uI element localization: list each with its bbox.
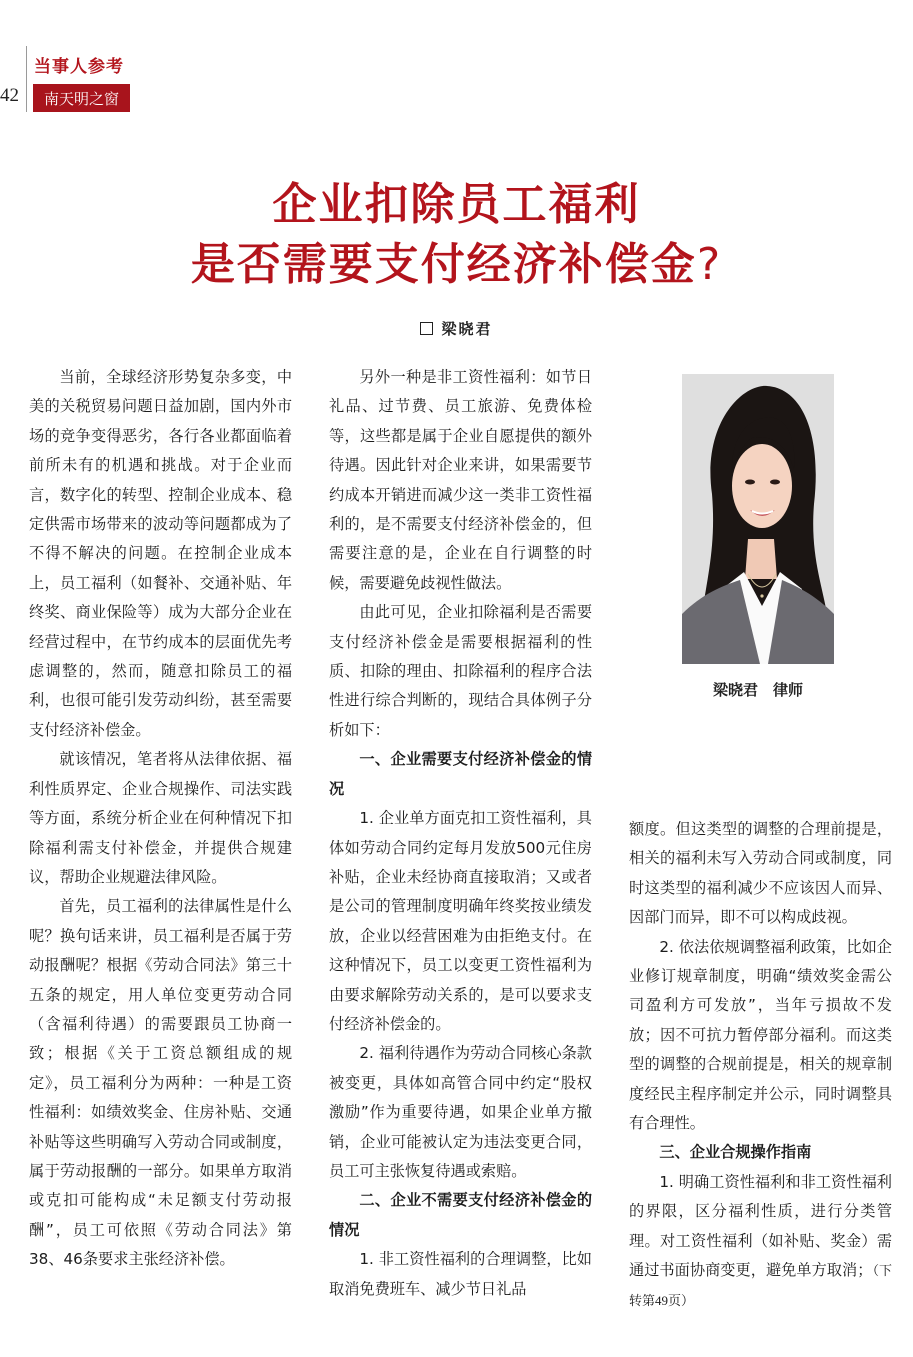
section-heading: 三、企业合规操作指南 xyxy=(659,1143,812,1162)
article-title-line1: 企业扣除员工福利 xyxy=(272,179,641,230)
article-title-line2-text: 是否需要支付经济补偿金 xyxy=(190,239,697,290)
paragraph: 当前，全球经济形势复杂多变，中美的关税贸易问题日益加剧，国内外市场的竞争变得恶劣，各行各业都面临着前所未有的机遇和挑战。对于企业而言，数字化的转型、控制企业成本、稳定供需市场带来的波动等问题都成为了不得不解决的问题。在控制企业成本上，员工福利（如餐补、交通补贴、年终奖、商业保险等）成为大部分企业在经营过程中，在节约成本的层面优先考虑调整的，然而，随意扣除员工的福利，也很可能引发劳动纠纷，甚至需要支付经济补偿金。 xyxy=(29,368,292,739)
paragraph: 额度。但这类型的调整的合理前提是，相关的福利未写入劳动合同或制度，同时这类型的福利减少不应该因人而异、因部门而异，即不可以构成歧视。 xyxy=(629,820,892,927)
photo-caption: 梁晓君 律师 xyxy=(712,681,803,699)
paragraph: 2. 福利待遇作为劳动合同核心条款被变更，具体如高管合同中约定“股权激励”作为重要待遇，如果企业单方撤销，企业可能被认定为违法变更合同，员工可主张恢复待遇或索赔。 xyxy=(329,1044,592,1180)
header-divider xyxy=(26,46,27,112)
paragraph: 1. 非工资性福利的合理调整，比如取消免费班车、减少节日礼品 xyxy=(329,1250,592,1298)
author-name: 梁晓君 xyxy=(441,320,493,338)
section-name: 当事人参考 xyxy=(34,57,124,77)
title-question-mark: ? xyxy=(696,239,723,290)
page-number: 42 xyxy=(0,85,19,106)
paragraph: 首先，员工福利的法律属性是什么呢？换句话来讲，员工福利是否属于劳动报酬呢？根据《劳动合同法》第三十五条的规定，用人单位变更劳动合同（含福利待遇）的需要跟员工协商一致；根据《关于工资总额组成的规定》，员工福利分为两种：一种是工资性福利：如绩效奖金、住房补贴、交通补贴等这些明确写入劳动合同或制度，属于劳动报酬的一部分。如果单方取消或克扣可能构成“未足额支付劳动报酬”，员工可依照《劳动合同法》第38、46条要求主张经济补偿。 xyxy=(29,897,292,1269)
paragraph: 2. 依法依规调整福利政策，比如企业修订规章制度，明确“绩效奖金需公司盈利方可发放”，当年亏损故不发放；因不可抗力暂停部分福利。而这类型的调整的合规前提是，相关的规章制度经民主程序制定并公示，同时调整具有合理性。 xyxy=(629,937,892,1133)
column-label xyxy=(33,84,130,112)
column-label-text: 南天明之窗 xyxy=(43,91,119,108)
text-column-1 xyxy=(29,363,292,1275)
portrait-illustration xyxy=(682,374,834,664)
section-heading: 一、企业需要支付经济补偿金的情况 xyxy=(329,750,592,798)
text-column-2 xyxy=(329,363,592,1304)
article-title-line2 xyxy=(0,238,913,292)
paragraph-text: 1. 明确工资性福利和非工资性福利的界限，区分福利性质，进行分类管理。对工资性福利（如补贴、奖金）需通过书面协商变更，避免单方取消； xyxy=(629,1172,892,1280)
paragraph: 另外一种是非工资性福利：如节日礼品、过节费、员工旅游、免费体检等，这些都是属于企业自愿提供的额外待遇。因此针对企业来讲，如果需要节约成本开销进而减少这一类非工资性福利的，是不需要支付经济补偿金的，但需要注意的是，企业在自行调整的时候，需要避免歧视性做法。 xyxy=(329,368,592,592)
paragraph xyxy=(629,1168,892,1315)
paragraph: 就该情况，笔者将从法律依据、福利性质界定、企业合规操作、司法实践等方面，系统分析企业在何种情况下扣除福利需支付补偿金，并提供合规建议，帮助企业规避法律风险。 xyxy=(29,750,292,886)
paragraph: 1. 企业单方面克扣工资性福利，具体如劳动合同约定每月发放500元住房补贴，企业未经协商直接取消；又或者是公司的管理制度明确年终奖按业绩发放，企业以经营困难为由拒绝支付。在这种情况下，员工以变更工资性福利为由要求解除劳动关系的，是可以要求支付经济补偿金的。 xyxy=(329,809,592,1033)
paragraph: 由此可见，企业扣除福利是否需要支付经济补偿金是需要根据福利的性质、扣除的理由、扣除福利的程序合法性进行综合判断的，现结合具体例子分析如下： xyxy=(329,603,592,739)
text-column-3 xyxy=(629,815,892,1315)
byline-square-icon xyxy=(420,322,433,335)
author-byline xyxy=(0,318,913,339)
continued-note: （下转第49页） xyxy=(629,1263,892,1308)
author-portrait-photo xyxy=(682,374,834,664)
section-heading: 二、企业不需要支付经济补偿金的情况 xyxy=(329,1191,592,1239)
